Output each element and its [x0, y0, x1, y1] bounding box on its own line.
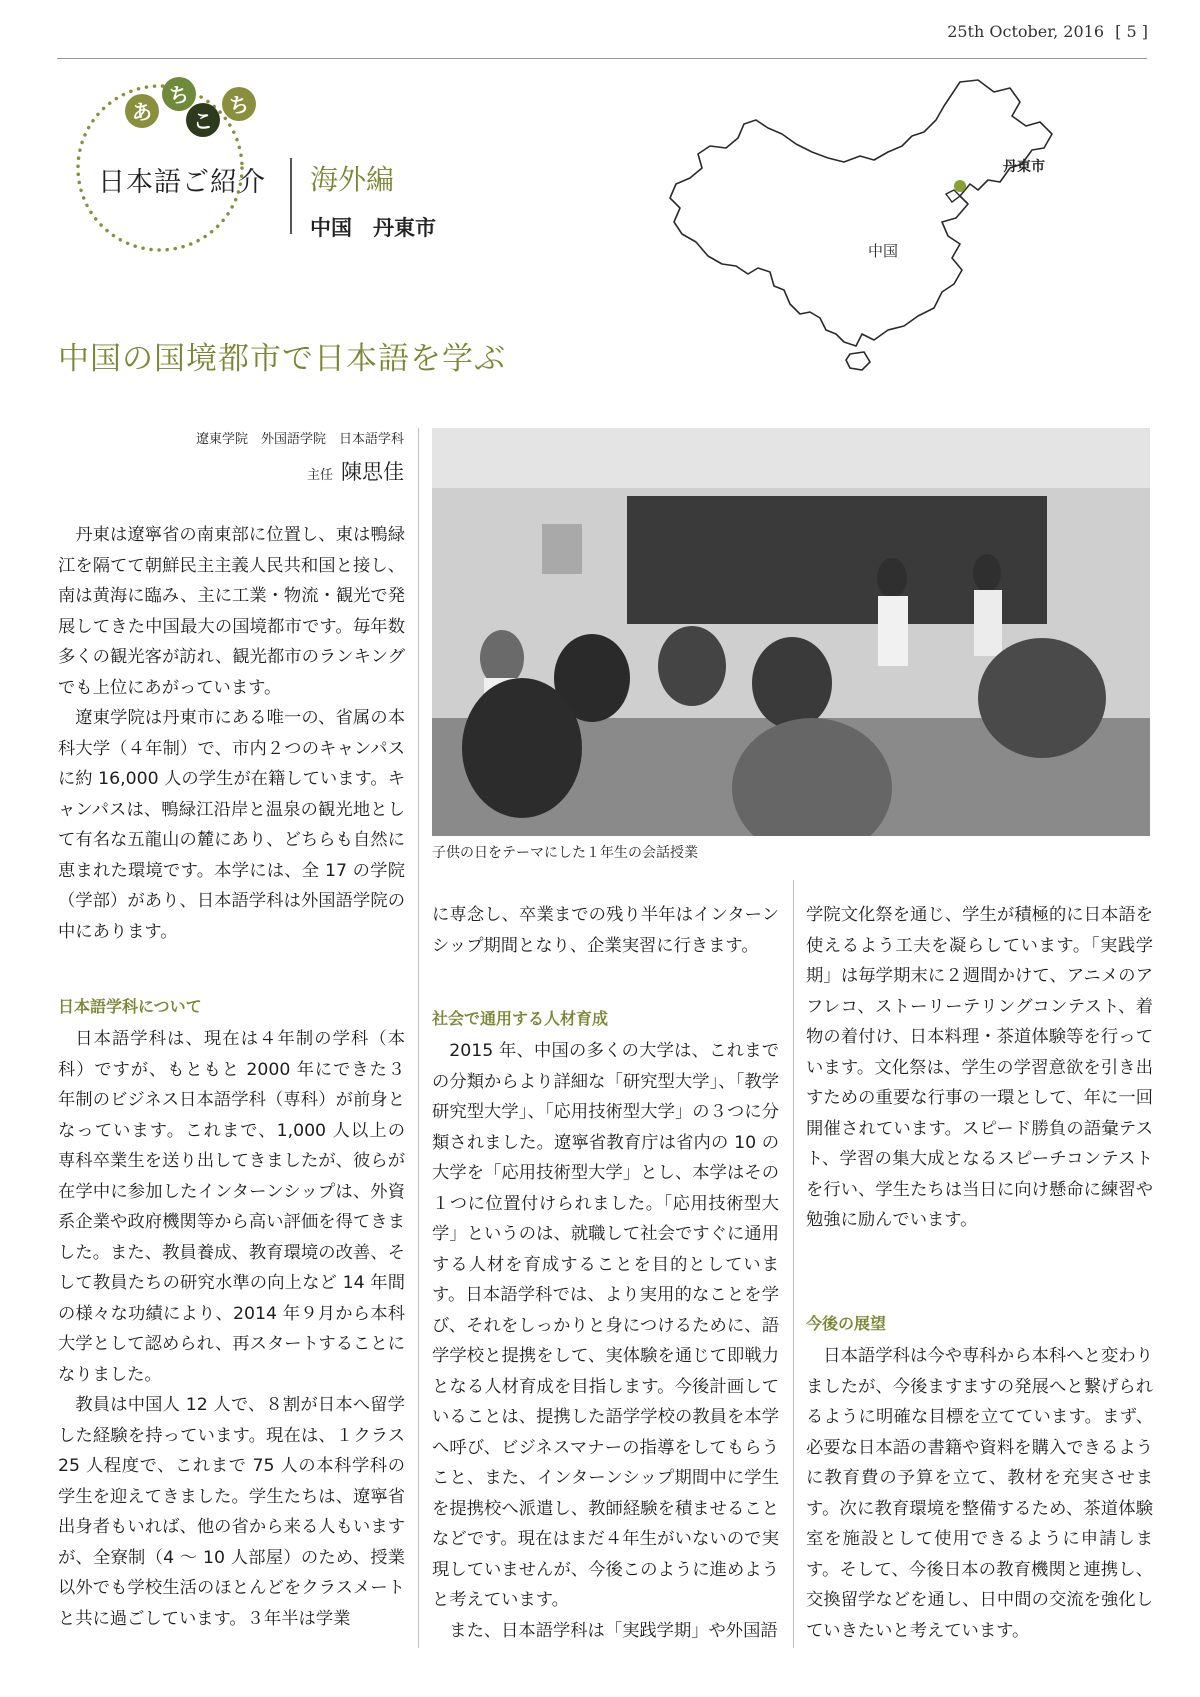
paragraph: 教員は中国人 12 人で、８割が日本へ留学した経験を持っています。現在は、１クラス 25 人程度で、これまで 75 人の本科学科の学生を迎えてきました。学生たちは、遼寧省出身者もいれば、他の省から来る人もいますが、全寮制（4 ～ 10 人部屋）のため、授業以外でも学校生活のほとんどをクラスメートと共に過ごしています。３年半は学業: [58, 1395, 405, 1629]
article-column-2: [432, 900, 779, 1646]
article-column-1: [58, 520, 405, 1634]
hainan-island: [846, 352, 870, 370]
paragraph: に専念し、卒業までの残り半年はインターンシップ期間となり、企業実習に行きます。: [432, 905, 779, 956]
page-number: [ 5 ]: [1115, 22, 1148, 41]
title-divider: [290, 158, 292, 234]
author-title: 主任: [306, 468, 333, 483]
paragraph: 日本語学科は、現在は４年制の学科（本科）ですが、もともと 2000 年にできた３年制のビジネス日本語学科（専科）が前身となっています。これまで、1,000 人以上の専科卒業生を送り出してきましたが、彼らが在学中に参加したインターンシップは、外資系企業や政府機関等から高い評価を得てきました。また、教員養成、教育環境の改善、そして教員たちの研究水準の向上など 14 年間の様々な功績により、2014 年９月から本科大学として認められ、再スタートすることになりました。: [58, 1029, 405, 1385]
paragraph: 日本語学科は今や専科から本科へと変わりましたが、今後ますますの発展へと繋げられるように明確な目標を立てています。まず、必要な日本語の書籍や資料を購入できるように教育費の予算を立て、教材を充実させます。次に教育環境を整備するため、茶道体験室を施設として使用できるように申請します。そして、今後日本の教育機関と連携し、交換留学などを通し、日中間の交流を強化していきたいと考えています。: [806, 1346, 1153, 1641]
author-name: 陳思佳: [341, 460, 404, 484]
coast-detail: [946, 190, 960, 202]
classroom-photo-illustration: [432, 428, 1150, 836]
map-city-label: 丹東市: [1003, 159, 1045, 175]
paragraph: また、日本語学科は「実践学期」や外国語: [449, 1620, 778, 1641]
logo-kana-2: ち: [169, 83, 189, 107]
logo-kana-1: あ: [132, 100, 152, 124]
logo-kana-4: ち: [229, 93, 249, 117]
header-rule: [57, 58, 1147, 59]
article-column-3: [806, 900, 1153, 1646]
author-line: [58, 456, 404, 486]
china-map: [660, 72, 1080, 392]
author-affiliation: 遼東学院 外国語学院 日本語学科: [195, 432, 404, 447]
column-divider-1: [418, 428, 419, 1648]
classroom-photo: [432, 428, 1150, 836]
section-heading: 今後の展望: [806, 1314, 887, 1333]
logo-kana-3: こ: [193, 109, 213, 133]
section-heading: 日本語学科について: [58, 997, 202, 1016]
paragraph: 学院文化祭を通じ、学生が積極的に日本語を使えるよう工夫を凝らしています。「実践学期」は毎学期末に２週間かけて、アニメのアフレコ、ストーリーテリングコンテスト、着物の着付け、日本料理・茶道体験等を行っています。文化祭は、学生の学習意欲を引き出すための重要な行事の一環として、年に一回開催されています。スピード勝負の語彙テスト、学習の集大成となるスピーチコンテストを行い、学生たちは当日に向け懸命に練習や勉強に励んでいます。: [806, 905, 1153, 1230]
paragraph: 2015 年、中国の多くの大学は、これまでの分類からより詳細な「研究型大学」、「教学研究型大学」、「応用技術型大学」の３つに分類されました。遼寧省教育庁は省内の 10 の大学を「応用技術型大学」とし、本学はその１つに位置付けられました。「応用技術型大学」というのは、就職して社会ですぐに通用する人材を育成することを目的としています。日本語学科では、より実用的なことを学び、それをしっかりと身につけるために、語学学校と提携をして、実体験を通じて即戦力となる人材育成を目指します。今後計画していることは、提携した語学学校の教員を本学へ呼び、ビジネスマナーの指導をしてもらうこと、また、インターンシップ期間中に学生を提携校へ派遣し、教師経験を積ませることなどです。現在はまだ４年生がいないので実現していませんが、今後このように進めようと考えています。: [432, 1041, 779, 1610]
map-country-label: 中国: [868, 242, 899, 260]
china-outline: [670, 80, 1052, 346]
column-divider-2: [793, 880, 794, 1648]
series-subtitle: 海外編: [310, 163, 395, 196]
photo-caption: 子供の日をテーマにした１年生の会話授業: [432, 845, 698, 861]
issue-date: 25th October, 2016: [947, 22, 1104, 41]
series-title: 日本語ご紹介: [98, 167, 266, 198]
section-heading: 社会で通用する人材育成: [432, 1009, 609, 1028]
series-location: 中国 丹東市: [310, 216, 436, 240]
dandong-marker-icon: [954, 180, 966, 192]
paragraph: 遼東学院は丹東市にある唯一の、省属の本科大学（４年制）で、市内２つのキャンパスに約 16,000 人の学生が在籍しています。キャンパスは、鴨緑江沿岸と温泉の観光地として有名な五龍山の麓にあり、どちらも自然に恵まれた環境です。本学には、全 17 の学院（学部）があり、日本語学科は外国語学院の中にあります。: [58, 708, 405, 942]
paragraph: 丹東は遼寧省の南東部に位置し、東は鴨緑江を隔てて朝鮮民主主義人民共和国と接し、南は黄海に臨み、主に工業・物流・観光で発展してきた中国最大の国境都市です。毎年数多くの観光客が訪れ、観光都市のランキングでも上位にあがっています。: [58, 525, 405, 698]
article-headline: 中国の国境都市で日本語を学ぶ: [58, 341, 506, 377]
